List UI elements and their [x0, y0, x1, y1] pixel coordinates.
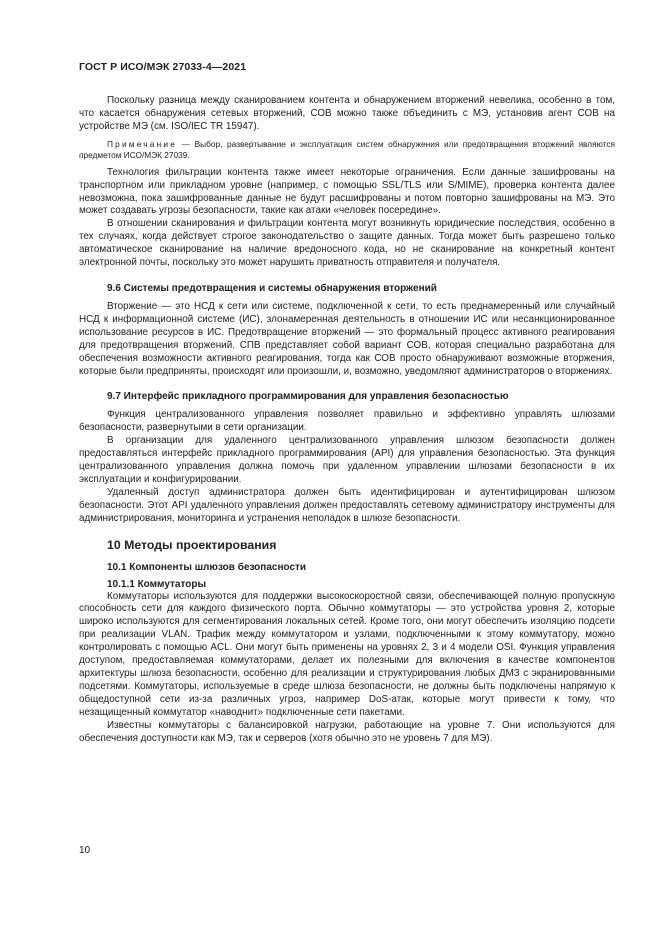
section-heading-9-7: 9.7 Интерфейс прикладного программирования для управления безопасностью [107, 391, 509, 403]
paragraph: Вторжение — это НСД к сети или системе, подключенной к сети, то есть преднамеренный или случайный НСД к информационной системе (ИС), злонамеренная деятельность в отношении ИС или несанкционированное использование ресурсов в ИС. Предотвращение вторжений — это формальный процесс активного реагирования для предотвращения вторжений. СПВ представляет собой вариант СОВ, которая специально разработана для обеспечения возможности активного реагирования, тогда как СОВ просто обнаруживают возможные вторжения, которые были предприняты, происходят или произошли, и, возможно, уведомляют администраторов о вторжениях. [79, 300, 615, 377]
paragraph: Удаленный доступ администратора должен быть идентифицирован и аутентифицирован шлюзом безопасности. Этот API удаленного управления должен предоставлять сетевому администратору инструменты для администрирования, мониторинга и устранения неполадок в шлюзе безопасности. [79, 486, 615, 524]
paragraph: Известны коммутаторы с балансировкой нагрузки, работающие на уровне 7. Они используются для обеспечения доступности как МЭ, так и серверов (хотя обычно это не уровень 7 для МЭ). [79, 719, 615, 744]
note-label: Примечание [107, 138, 178, 149]
paragraph: Поскольку разница между сканированием контента и обнаружением вторжений невелика, особенно в том, что касается обнаружения сетевых вторжений, СОВ можно также объединить с МЭ, установив агент СОВ на устройстве МЭ (см. ISO/IEC TR 15947). [79, 95, 615, 132]
paragraph: Коммутаторы используются для поддержки высокоскоростной связи, обеспечивающей полную пропускную способность сети для каждого физического порта. Обычно коммутаторы — это устройства уровня 2, которые широко используются для сегментирования локальных сетей. Кроме того, они могут обеспечить изоляцию подсети при реализации VLAN. Трафик между коммутатором и узлами, подключенными к этому коммутатору, можно контролировать с помощью ACL. Они могут быть применены на уровнях 2, 3 и 4 модели OSI. Функция управления доступом, предоставляемая коммутаторами, делает их полезными для включения в качестве компонентов архитектуры шлюза безопасности, особенно для реализации и структурирования любых ДМЗ с экранированными подсетями. Коммутаторы, используемые в среде шлюза безопасности, не должны быть подключены напрямую к общедоступной сети из-за различных угроз, например DoS-атак, которые могут привести к тому, что незащищенный коммутатор «наводнит» подключенные сети пакетами. [79, 590, 615, 718]
section-heading-10: 10 Методы проектирования [107, 537, 277, 552]
note [79, 139, 615, 161]
paragraph: Технология фильтрации контента также имеет некоторые ограничения. Если данные зашифрованы на транспортном или прикладном уровне (например, с помощью SSL/TLS или S/MIME), проверка контента далее невозможна, пока зашифрованные данные не будут расшифрованы и потом повторно зашифрованы на МЭ. Это может создавать угрозы безопасности, такие как атаки «человек посередине». [79, 166, 615, 217]
section-heading-10-1-1: 10.1.1 Коммутаторы [107, 578, 206, 590]
page-number: 10 [79, 845, 91, 856]
note-text: — Выбор, развертывание и эксплуатация систем обнаружения или предотвращения вторжений являются предметом ИСО/МЭК 27039. [79, 138, 615, 160]
section-heading-9-6: 9.6 Системы предотвращения и системы обнаружения вторжений [107, 282, 437, 294]
section-heading-10-1: 10.1 Компоненты шлюзов безопасности [107, 561, 307, 573]
paragraph: В организации для удаленного централизованного управления шлюзом безопасности должен предоставляться интерфейс прикладного программирования (API) для управления безопасностью. Эта функция централизованного управления должна помочь при удаленном управлении шлюзами безопасности в их эксплуатации и конфигурировании. [79, 435, 615, 485]
paragraph: В отношении сканирования и фильтрации контента могут возникнуть юридические последствия, особенно в тех случаях, когда действует строгое законодательство о защите данных. Тогда может быть разрешено только автоматическое сканирование на наличие вредоносного кода, но не сканирование на конкретный контент электронной почты, поскольку это может нарушить приватность отправителя и получателя. [79, 218, 615, 269]
document-header: ГОСТ Р ИСО/МЭК 27033-4—2021 [79, 61, 247, 73]
page-body [79, 95, 615, 745]
paragraph: Функция централизованного управления позволяет правильно и эффективно управлять шлюзами безопасности, развернутыми в сети организации. [79, 409, 615, 434]
